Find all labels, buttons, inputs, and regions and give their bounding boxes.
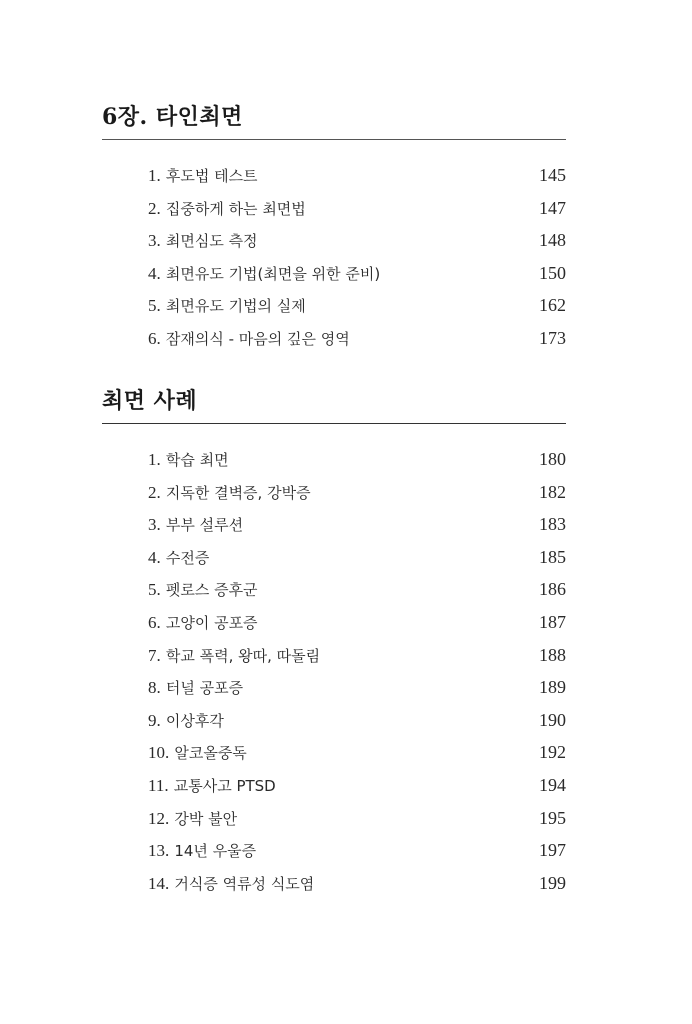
- entry-page: 190: [539, 709, 566, 730]
- entry-page: 182: [539, 481, 566, 502]
- entry-page: 180: [539, 449, 566, 469]
- entry-number: 1.: [148, 450, 161, 469]
- entry-page: 199: [539, 872, 566, 893]
- toc-entry[interactable]: [102, 224, 566, 257]
- divider: [102, 423, 566, 424]
- entry-number: 14.: [148, 873, 170, 893]
- toc-entry[interactable]: [102, 476, 566, 509]
- entry-number: 10.: [148, 743, 170, 763]
- toc-entry[interactable]: [102, 573, 566, 606]
- entry-number: 12.: [148, 808, 170, 828]
- entry-title: 최면심도 측정: [165, 232, 258, 251]
- entry-title: 거식증 역류성 식도염: [174, 874, 315, 893]
- entry-page: 194: [539, 774, 566, 795]
- toc-entry[interactable]: [102, 769, 566, 802]
- toc-entry[interactable]: [102, 541, 566, 574]
- entry-number: 7.: [148, 645, 161, 665]
- entry-page: 187: [539, 611, 566, 632]
- entry-page: 145: [539, 165, 566, 185]
- entry-title: 학습 최면: [165, 451, 229, 469]
- toc-list: [102, 159, 566, 355]
- entry-page: 183: [539, 514, 566, 535]
- entry-page: 147: [539, 197, 566, 218]
- toc-section-chapter6: [102, 103, 566, 355]
- entry-title: 터널 공포증: [165, 679, 244, 698]
- toc-entry[interactable]: [102, 802, 566, 835]
- entry-page: 192: [539, 742, 566, 763]
- entry-title: 알코올중독: [174, 744, 247, 763]
- toc-list: [102, 443, 566, 899]
- entry-page: 186: [539, 579, 566, 600]
- entry-title: 학교 폭력, 왕따, 따돌림: [165, 646, 321, 665]
- entry-title: 지독한 결벽증, 강박증: [165, 483, 311, 502]
- entry-title: 이상후각: [165, 711, 224, 730]
- entry-number: 2.: [148, 482, 161, 502]
- divider: [102, 139, 566, 140]
- section-heading: 6장. 타인최면: [102, 104, 243, 130]
- toc-entry[interactable]: [102, 704, 566, 737]
- entry-number: 3.: [148, 231, 161, 251]
- entry-page: 173: [539, 327, 566, 348]
- entry-number: 1.: [148, 166, 161, 185]
- entry-title: 강박 불안: [174, 809, 238, 828]
- entry-page: 185: [539, 546, 566, 567]
- entry-title: 교통사고 PTSD: [173, 776, 276, 795]
- entry-page: 197: [539, 840, 566, 861]
- toc-entry[interactable]: [102, 289, 566, 322]
- entry-number: 13.: [148, 841, 170, 861]
- toc-entry[interactable]: [102, 639, 566, 672]
- entry-page: 189: [539, 677, 566, 698]
- entry-number: 4.: [148, 263, 161, 283]
- entry-number: 5.: [148, 296, 161, 316]
- entry-number: 11.: [148, 775, 169, 795]
- toc-entry[interactable]: [102, 257, 566, 290]
- entry-page: 162: [539, 295, 566, 316]
- entry-page: 148: [539, 230, 566, 251]
- entry-number: 4.: [148, 547, 161, 567]
- entry-number: 2.: [148, 198, 161, 218]
- toc-entry[interactable]: [102, 159, 566, 192]
- entry-title: 수전증: [165, 548, 210, 567]
- toc-entry[interactable]: [102, 834, 566, 867]
- entry-title: 집중하게 하는 최면법: [165, 199, 306, 218]
- entry-title: 펫로스 증후군: [165, 581, 258, 600]
- entry-page: 150: [539, 262, 566, 283]
- toc-section-cases: [102, 387, 566, 899]
- toc-entry[interactable]: [102, 192, 566, 225]
- entry-number: 6.: [148, 612, 161, 632]
- entry-title: 잠재의식 - 마음의 깊은 영역: [165, 329, 350, 348]
- toc-entry[interactable]: [102, 508, 566, 541]
- toc-entry[interactable]: [102, 322, 566, 355]
- entry-page: 188: [539, 644, 566, 665]
- entry-number: 9.: [148, 710, 161, 730]
- toc-entry[interactable]: [102, 606, 566, 639]
- entry-title: 14년 우울증: [174, 842, 257, 861]
- toc-entry[interactable]: [102, 736, 566, 769]
- entry-title: 후도법 테스트: [165, 167, 258, 185]
- entry-title: 부부 설루션: [165, 516, 244, 535]
- toc-entry[interactable]: [102, 671, 566, 704]
- entry-number: 5.: [148, 580, 161, 600]
- entry-title: 최면유도 기법(최면을 위한 준비): [165, 264, 381, 283]
- entry-number: 3.: [148, 515, 161, 535]
- entry-number: 6.: [148, 328, 161, 348]
- entry-title: 고양이 공포증: [165, 613, 258, 632]
- toc-entry[interactable]: [102, 867, 566, 900]
- entry-page: 195: [539, 807, 566, 828]
- entry-title: 최면유도 기법의 실제: [165, 297, 306, 316]
- section-heading: 최면 사례: [102, 388, 198, 414]
- toc-entry[interactable]: [102, 443, 566, 476]
- entry-number: 8.: [148, 678, 161, 698]
